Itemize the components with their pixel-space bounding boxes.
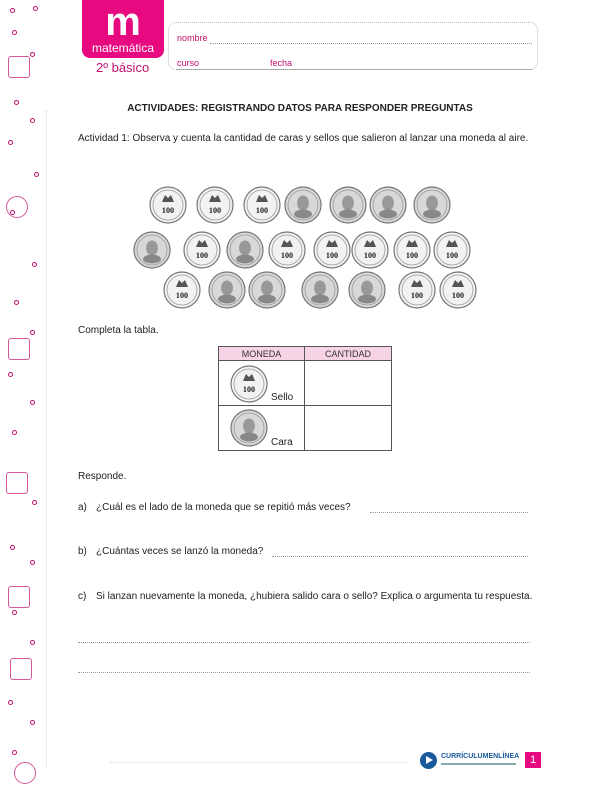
cara-coin: [370, 187, 406, 223]
sello-coin: [184, 232, 220, 268]
responde-label: Responde.: [78, 471, 127, 482]
sello-coin: [434, 232, 470, 268]
page-title: ACTIVIDADES: REGISTRANDO DATOS PARA RESPONDER PREGUNTAS: [127, 103, 473, 114]
sello-coin: [394, 232, 430, 268]
name-label: nombre: [177, 33, 208, 43]
cube-icon: [8, 586, 30, 608]
cara-label: Cara: [271, 437, 293, 448]
answer-a-line[interactable]: [370, 512, 528, 513]
svg-text:100: 100: [161, 206, 175, 215]
svg-text:100: 100: [280, 251, 294, 260]
svg-text:100: 100: [195, 251, 209, 260]
candy-icon: [6, 472, 28, 494]
hand-icon: [8, 338, 30, 360]
decor-dot: [12, 430, 17, 435]
cara-coin: [285, 187, 321, 223]
table-intro: Completa la tabla.: [78, 325, 159, 336]
footer-line: [110, 762, 410, 763]
decor-dot: [8, 700, 13, 705]
coin-collection: [0, 0, 600, 330]
cara-coin: [249, 272, 285, 308]
answer-c-line-1[interactable]: [78, 642, 530, 643]
sello-coin: [399, 272, 435, 308]
question-text: ¿Cuál es el lado de la moneda que se repitió más veces?: [96, 502, 351, 513]
decor-dot: [30, 330, 35, 335]
decor-dot: [12, 750, 17, 755]
decor-dot: [30, 720, 35, 725]
footer-brand: CURRÍCULUMENLÍNEA: [441, 753, 520, 760]
play-logo-icon: [420, 752, 437, 769]
cara-cell: [219, 406, 305, 451]
svg-text:100: 100: [208, 206, 222, 215]
decor-dot: [32, 500, 37, 505]
cara-coin: [227, 232, 263, 268]
col-cantidad: CANTIDAD: [305, 347, 392, 361]
sello-coin-icon: [229, 364, 269, 404]
cara-coin: [209, 272, 245, 308]
logo-letter: m: [105, 0, 141, 44]
sello-coin: [244, 187, 280, 223]
sello-coin: [314, 232, 350, 268]
svg-text:100: 100: [451, 291, 465, 300]
svg-text:100: 100: [255, 206, 269, 215]
count-table: [218, 346, 392, 451]
question-text: Si lanzan nuevamente la moneda, ¿hubiera salido cara o sello? Explica o argumenta tu respuesta.: [96, 591, 533, 602]
decor-dot: [30, 400, 35, 405]
cara-coin: [134, 232, 170, 268]
sello-coin: [164, 272, 200, 308]
cara-coin: [349, 272, 385, 308]
sello-coin: [269, 232, 305, 268]
page-number: 1: [525, 752, 541, 768]
question-letter: c): [78, 591, 87, 602]
sello-count-input[interactable]: [305, 361, 392, 406]
answer-b-line[interactable]: [272, 556, 528, 557]
cara-coin-icon: [229, 408, 269, 448]
decor-dot: [30, 560, 35, 565]
question-letter: b): [78, 546, 87, 557]
answer-c-line-2[interactable]: [78, 672, 530, 673]
sello-coin: [150, 187, 186, 223]
sello-coin: [197, 187, 233, 223]
sello-coin: [440, 272, 476, 308]
decor-dot: [30, 640, 35, 645]
svg-text:100: 100: [405, 251, 419, 260]
sello-cell: [219, 361, 305, 406]
clip-icon: [10, 658, 32, 680]
cara-coin: [302, 272, 338, 308]
logo-subject: matemática: [91, 41, 155, 55]
grade-label: 2º básico: [96, 60, 150, 75]
activity-1-text: Actividad 1: Observa y cuenta la cantidad de caras y sellos que salieron al lanzar una moneda al aire.: [78, 133, 529, 144]
sello-coin: [352, 232, 388, 268]
svg-text:100: 100: [445, 251, 459, 260]
course-label: curso: [177, 58, 200, 68]
footer-tagline: [441, 763, 516, 765]
apple-icon: [14, 762, 36, 784]
decor-dot: [10, 545, 15, 550]
cara-coin: [414, 187, 450, 223]
cara-coin: [231, 410, 267, 446]
col-moneda: MONEDA: [219, 347, 305, 361]
question-letter: a): [78, 502, 87, 513]
cara-coin: [330, 187, 366, 223]
decor-dot: [8, 372, 13, 377]
svg-text:100: 100: [242, 385, 256, 394]
svg-text:100: 100: [175, 291, 189, 300]
date-label: fecha: [270, 58, 293, 68]
svg-text:100: 100: [410, 291, 424, 300]
decor-dot: [12, 610, 17, 615]
svg-text:100: 100: [325, 251, 339, 260]
cara-count-input[interactable]: [305, 406, 392, 451]
svg-text:100: 100: [363, 251, 377, 260]
sello-label: Sello: [271, 392, 294, 403]
sello-coin: [231, 366, 267, 402]
question-text: ¿Cuántas veces se lanzó la moneda?: [96, 546, 264, 557]
